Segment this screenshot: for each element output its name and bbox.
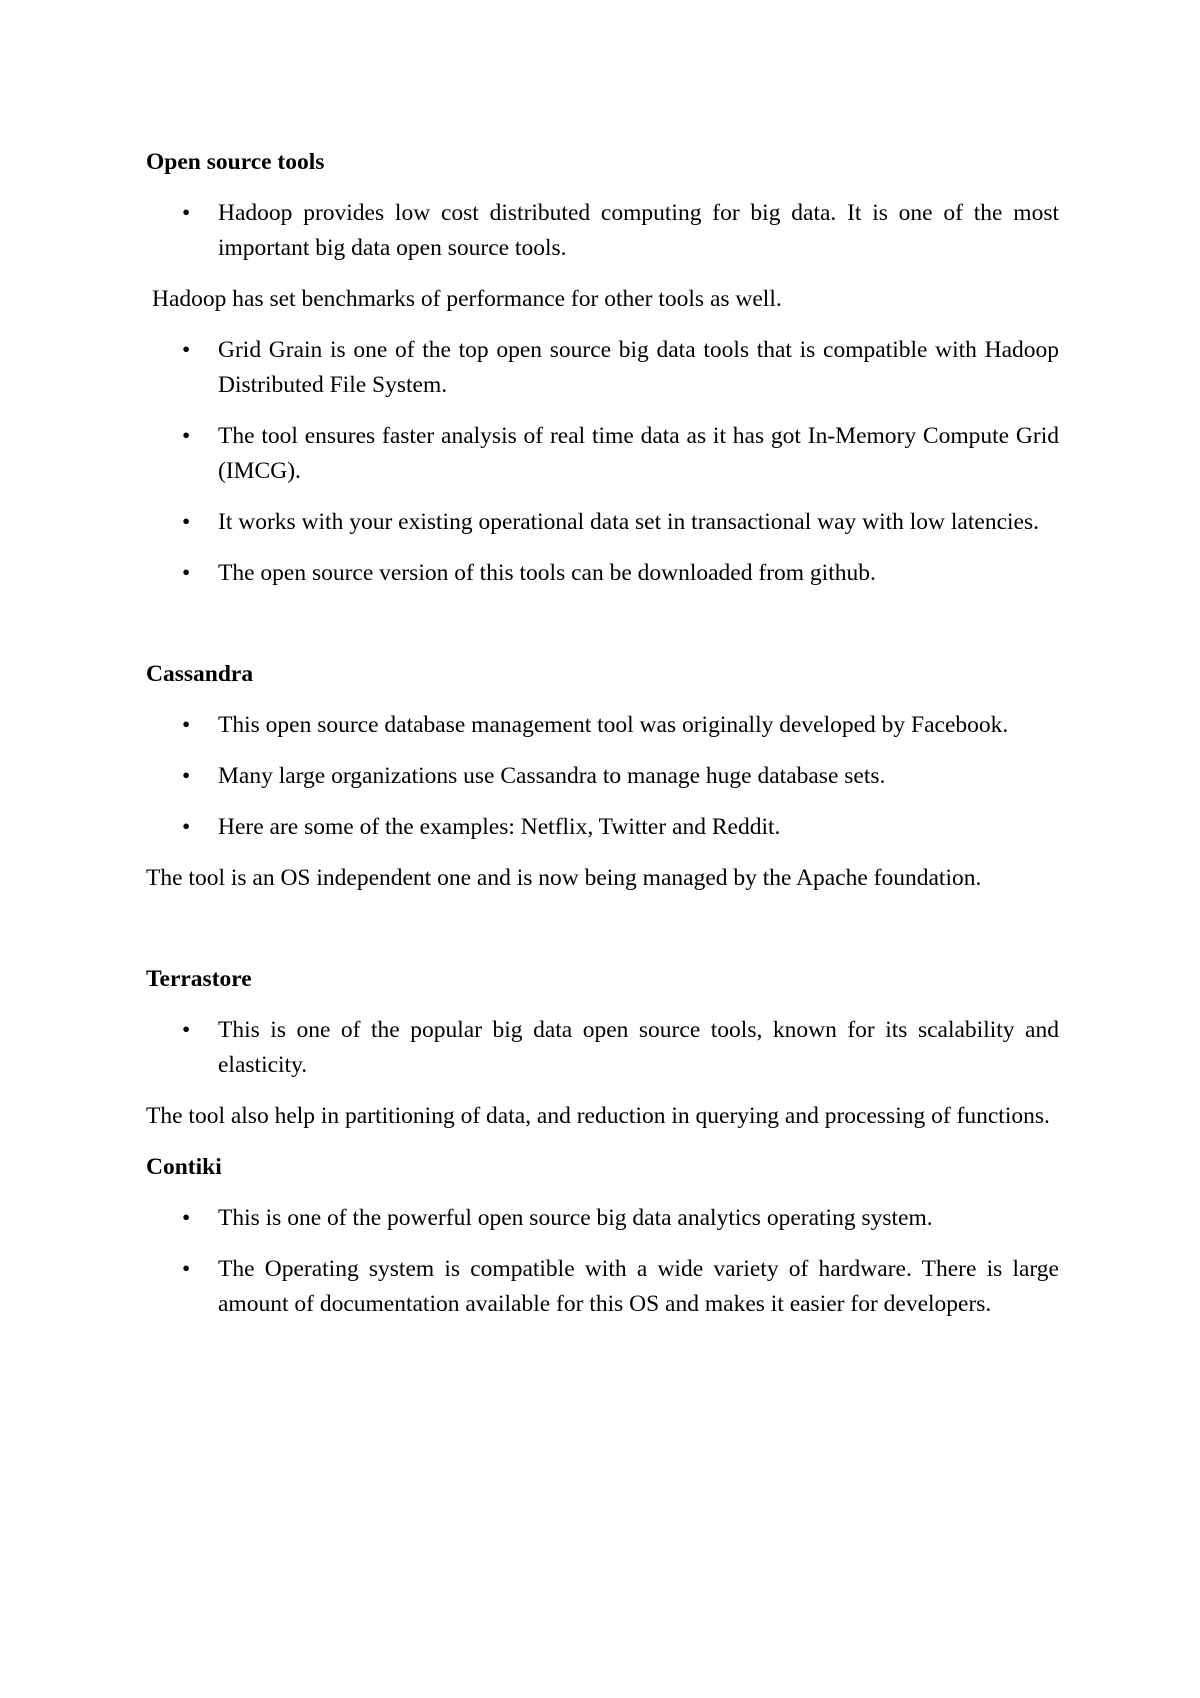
bullet-icon: • [182, 1205, 191, 1231]
bullet-icon: • [182, 1017, 191, 1043]
document-body [146, 145, 1059, 1338]
section-heading-contiki: Contiki [146, 1154, 222, 1180]
bullet-icon: • [182, 337, 191, 363]
list-item: • It works with your existing operational data set in transactional way with low latencies. [146, 505, 1059, 540]
list-item: • Many large organizations use Cassandra to manage huge database sets. [146, 759, 1059, 794]
section-heading-open-source-tools: Open source tools [146, 149, 325, 175]
paragraph-hadoop-benchmarks: Hadoop has set benchmarks of performance for other tools as well. [152, 286, 782, 312]
bullet-list-terrastore [146, 1013, 1059, 1083]
list-item: • This open source database management tool was originally developed by Facebook. [146, 708, 1059, 743]
list-item: • The open source version of this tools can be downloaded from github. [146, 556, 1059, 591]
list-item: • Hadoop provides low cost distributed computing for big data. It is one of the most important big data open source tools. [146, 196, 1059, 266]
bullet-icon: • [182, 814, 191, 840]
bullet-list-contiki [146, 1201, 1059, 1322]
list-item: • Grid Grain is one of the top open source big data tools that is compatible with Hadoop Distributed File System. [146, 333, 1059, 403]
bullet-icon: • [182, 423, 191, 449]
bullet-list-cassandra [146, 708, 1059, 845]
list-item: • The Operating system is compatible with a wide variety of hardware. There is large amount of documentation available for this OS and makes it easier for developers. [146, 1252, 1059, 1322]
section-heading-terrastore: Terrastore [146, 966, 252, 992]
bullet-icon: • [182, 763, 191, 789]
list-item: • This is one of the popular big data open source tools, known for its scalability and elasticity. [146, 1013, 1059, 1083]
list-item: • The tool ensures faster analysis of real time data as it has got In-Memory Compute Grid (IMCG). [146, 419, 1059, 489]
bullet-icon: • [182, 200, 191, 226]
bullet-icon: • [182, 1256, 191, 1282]
bullet-icon: • [182, 712, 191, 738]
bullet-icon: • [182, 560, 191, 586]
paragraph-cassandra-apache: The tool is an OS independent one and is now being managed by the Apache foundation. [146, 865, 982, 891]
list-item: • This is one of the powerful open source big data analytics operating system. [146, 1201, 1059, 1236]
paragraph-terrastore-partitioning: The tool also help in partitioning of data, and reduction in querying and processing of functions. [146, 1103, 1050, 1129]
list-item: • Here are some of the examples: Netflix, Twitter and Reddit. [146, 810, 1059, 845]
bullet-icon: • [182, 509, 191, 535]
bullet-list-open-source-tools-b [146, 333, 1059, 591]
bullet-list-open-source-tools-a [146, 196, 1059, 266]
section-heading-cassandra: Cassandra [146, 661, 254, 687]
